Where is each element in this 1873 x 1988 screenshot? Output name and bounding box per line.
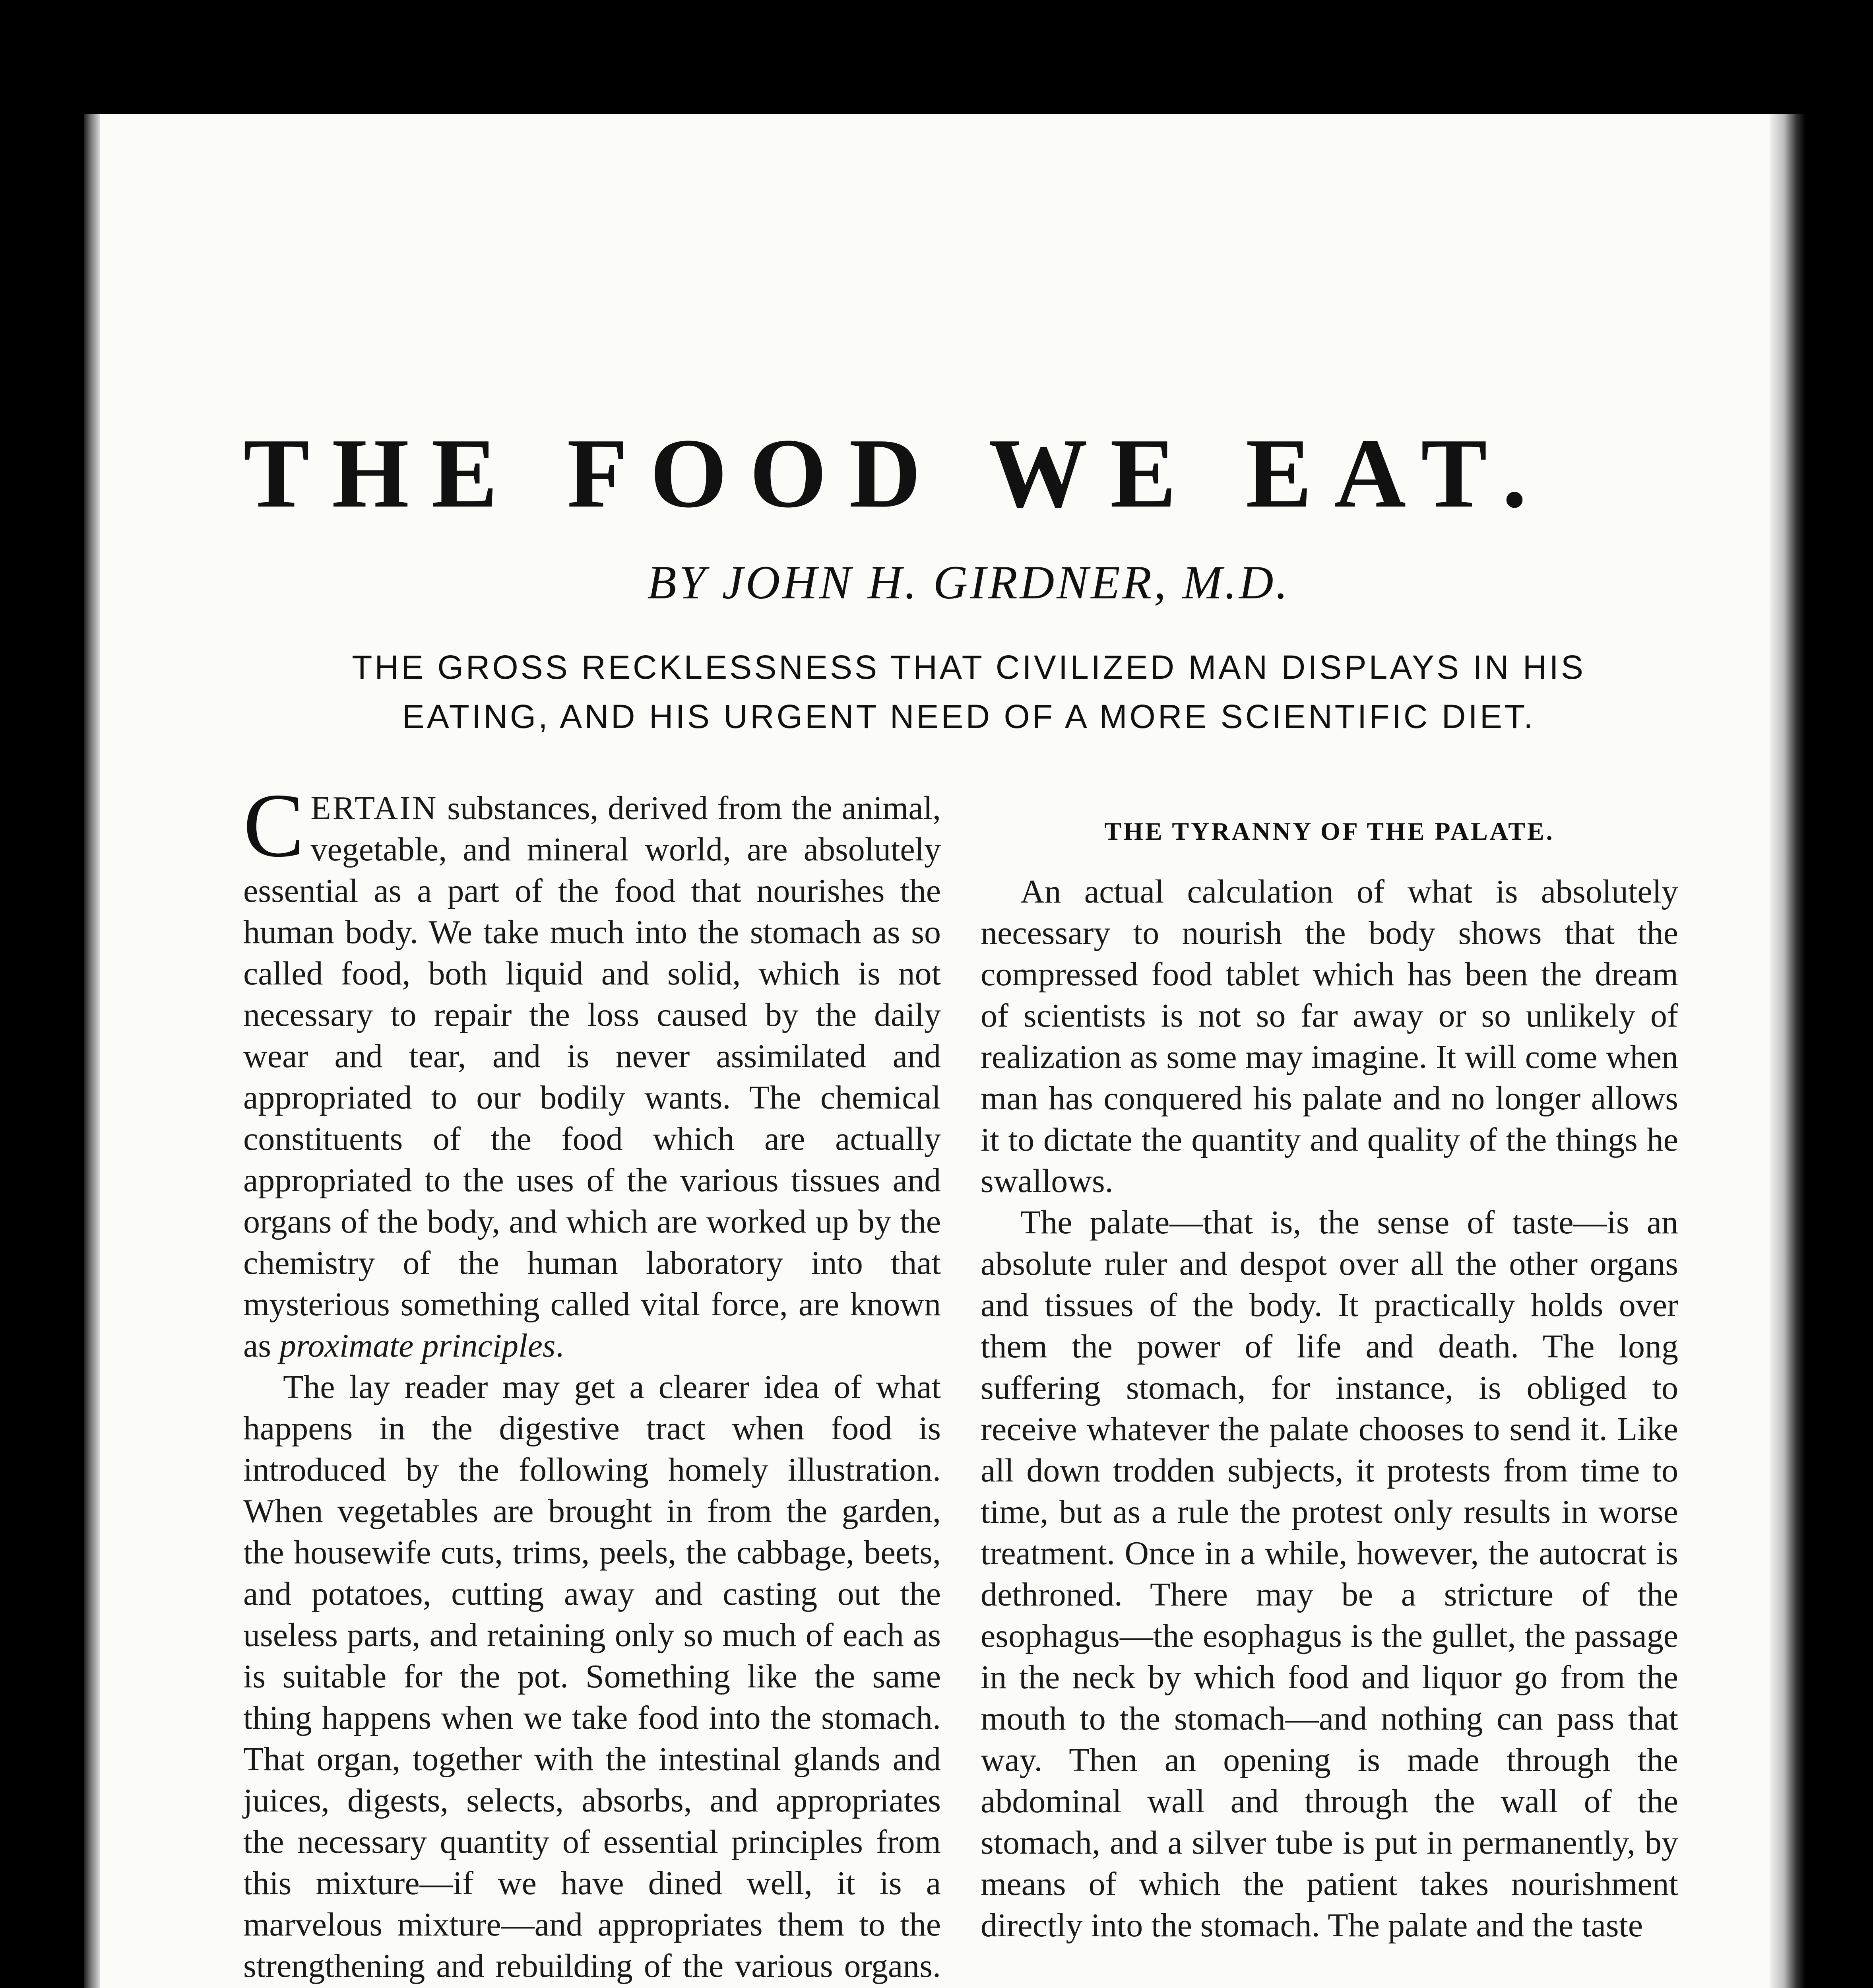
drop-cap: C — [243, 775, 304, 876]
paragraph — [243, 775, 941, 1367]
body-column-left — [243, 775, 941, 1988]
paragraph-end: . — [555, 1327, 564, 1364]
italic-term: proximate principles — [279, 1327, 556, 1364]
page-binding-edge — [84, 114, 100, 1988]
subtitle-line: EATING, AND HIS URGENT NEED OF A MORE SCIENTIFIC DIET. — [402, 698, 1536, 735]
paragraph: The lay reader may get a clearer idea of what happens in the digestive tract when food is introduced by the following homely illustration. When vegetables are brought in from the garden, the housewife cuts, trims, peels, the cabbage, beets, and potatoes, cutting away and casting out the useless parts, and retaining only so much of each as is suitable for the pot. Something like the same thing happens when we take food into the stomach. That organ, together with the intestinal glands and juices, digests, selects, absorbs, and appropriates the necessary quantity of essential principles from this mixture—if we have dined well, it is a marvelous mixture—and appropriates them to the strengthening and rebuilding of the various organs. — [243, 1369, 941, 1984]
article-title: THE FOOD WE EAT. — [243, 418, 1549, 528]
magazine-page — [84, 114, 1805, 1988]
paragraph: An actual calculation of what is absolutely necessary to nourish the body shows that the compressed food tablet which has been the dream of scientists is not so far away or so unlikely of realization as some may imagine. It will come when man has conquered his palate and no longer allows it to dictate the quantity and quality of the things he swallows. — [981, 873, 1678, 1200]
section-heading: THE TYRANNY OF THE PALATE. — [1104, 817, 1555, 845]
paragraph-text: substances, derived from the animal, vegetable, and mineral world, are absolutely essential as a part of the food that nourishes the human body. We take much into the stomach as so called food, both liquid and solid, which is not necessary to repair the loss caused by the daily wear and tear, and is never assimilated and appropriated to our bodily wants. The chemical constituents of the food which are actually appropriated to the uses of the various tissues and organs of the body, and which are worked up by the chemistry of the human laboratory into that mysterious something called vital force, are known as — [243, 790, 941, 1364]
body-column-right — [981, 788, 1678, 1946]
subtitle-line: THE GROSS RECKLESSNESS THAT CIVILIZED MAN DISPLAYS IN HIS — [352, 648, 1586, 686]
article-subtitle — [243, 643, 1694, 741]
lead-caps: ERTAIN — [310, 790, 438, 827]
paragraph: The palate—that is, the sense of taste—is an absolute ruler and despot over all the other organs and tissues of the body. It practically holds over them the power of life and death. The long suffering stomach, for instance, is obliged to receive whatever the palate chooses to send it. Like all down trodden subjects, it protests from time to time, but as a rule the protest only results in worse treatment. Once in a while, however, the autocrat is dethroned. There may be a stricture of the esophagus—the esophagus is the gullet, the passage in the neck by which food and liquor go from the mouth to the stomach—and nothing can pass that way. Then an opening is made through the abdominal wall and through the wall of the stomach, and a silver tube is put in permanently, by means of which the patient takes nourishment directly into the stomach. The palate and the taste — [981, 1204, 1678, 1944]
page-right-edge — [1770, 114, 1805, 1988]
article-byline: BY JOHN H. GIRDNER, M.D. — [647, 556, 1290, 609]
